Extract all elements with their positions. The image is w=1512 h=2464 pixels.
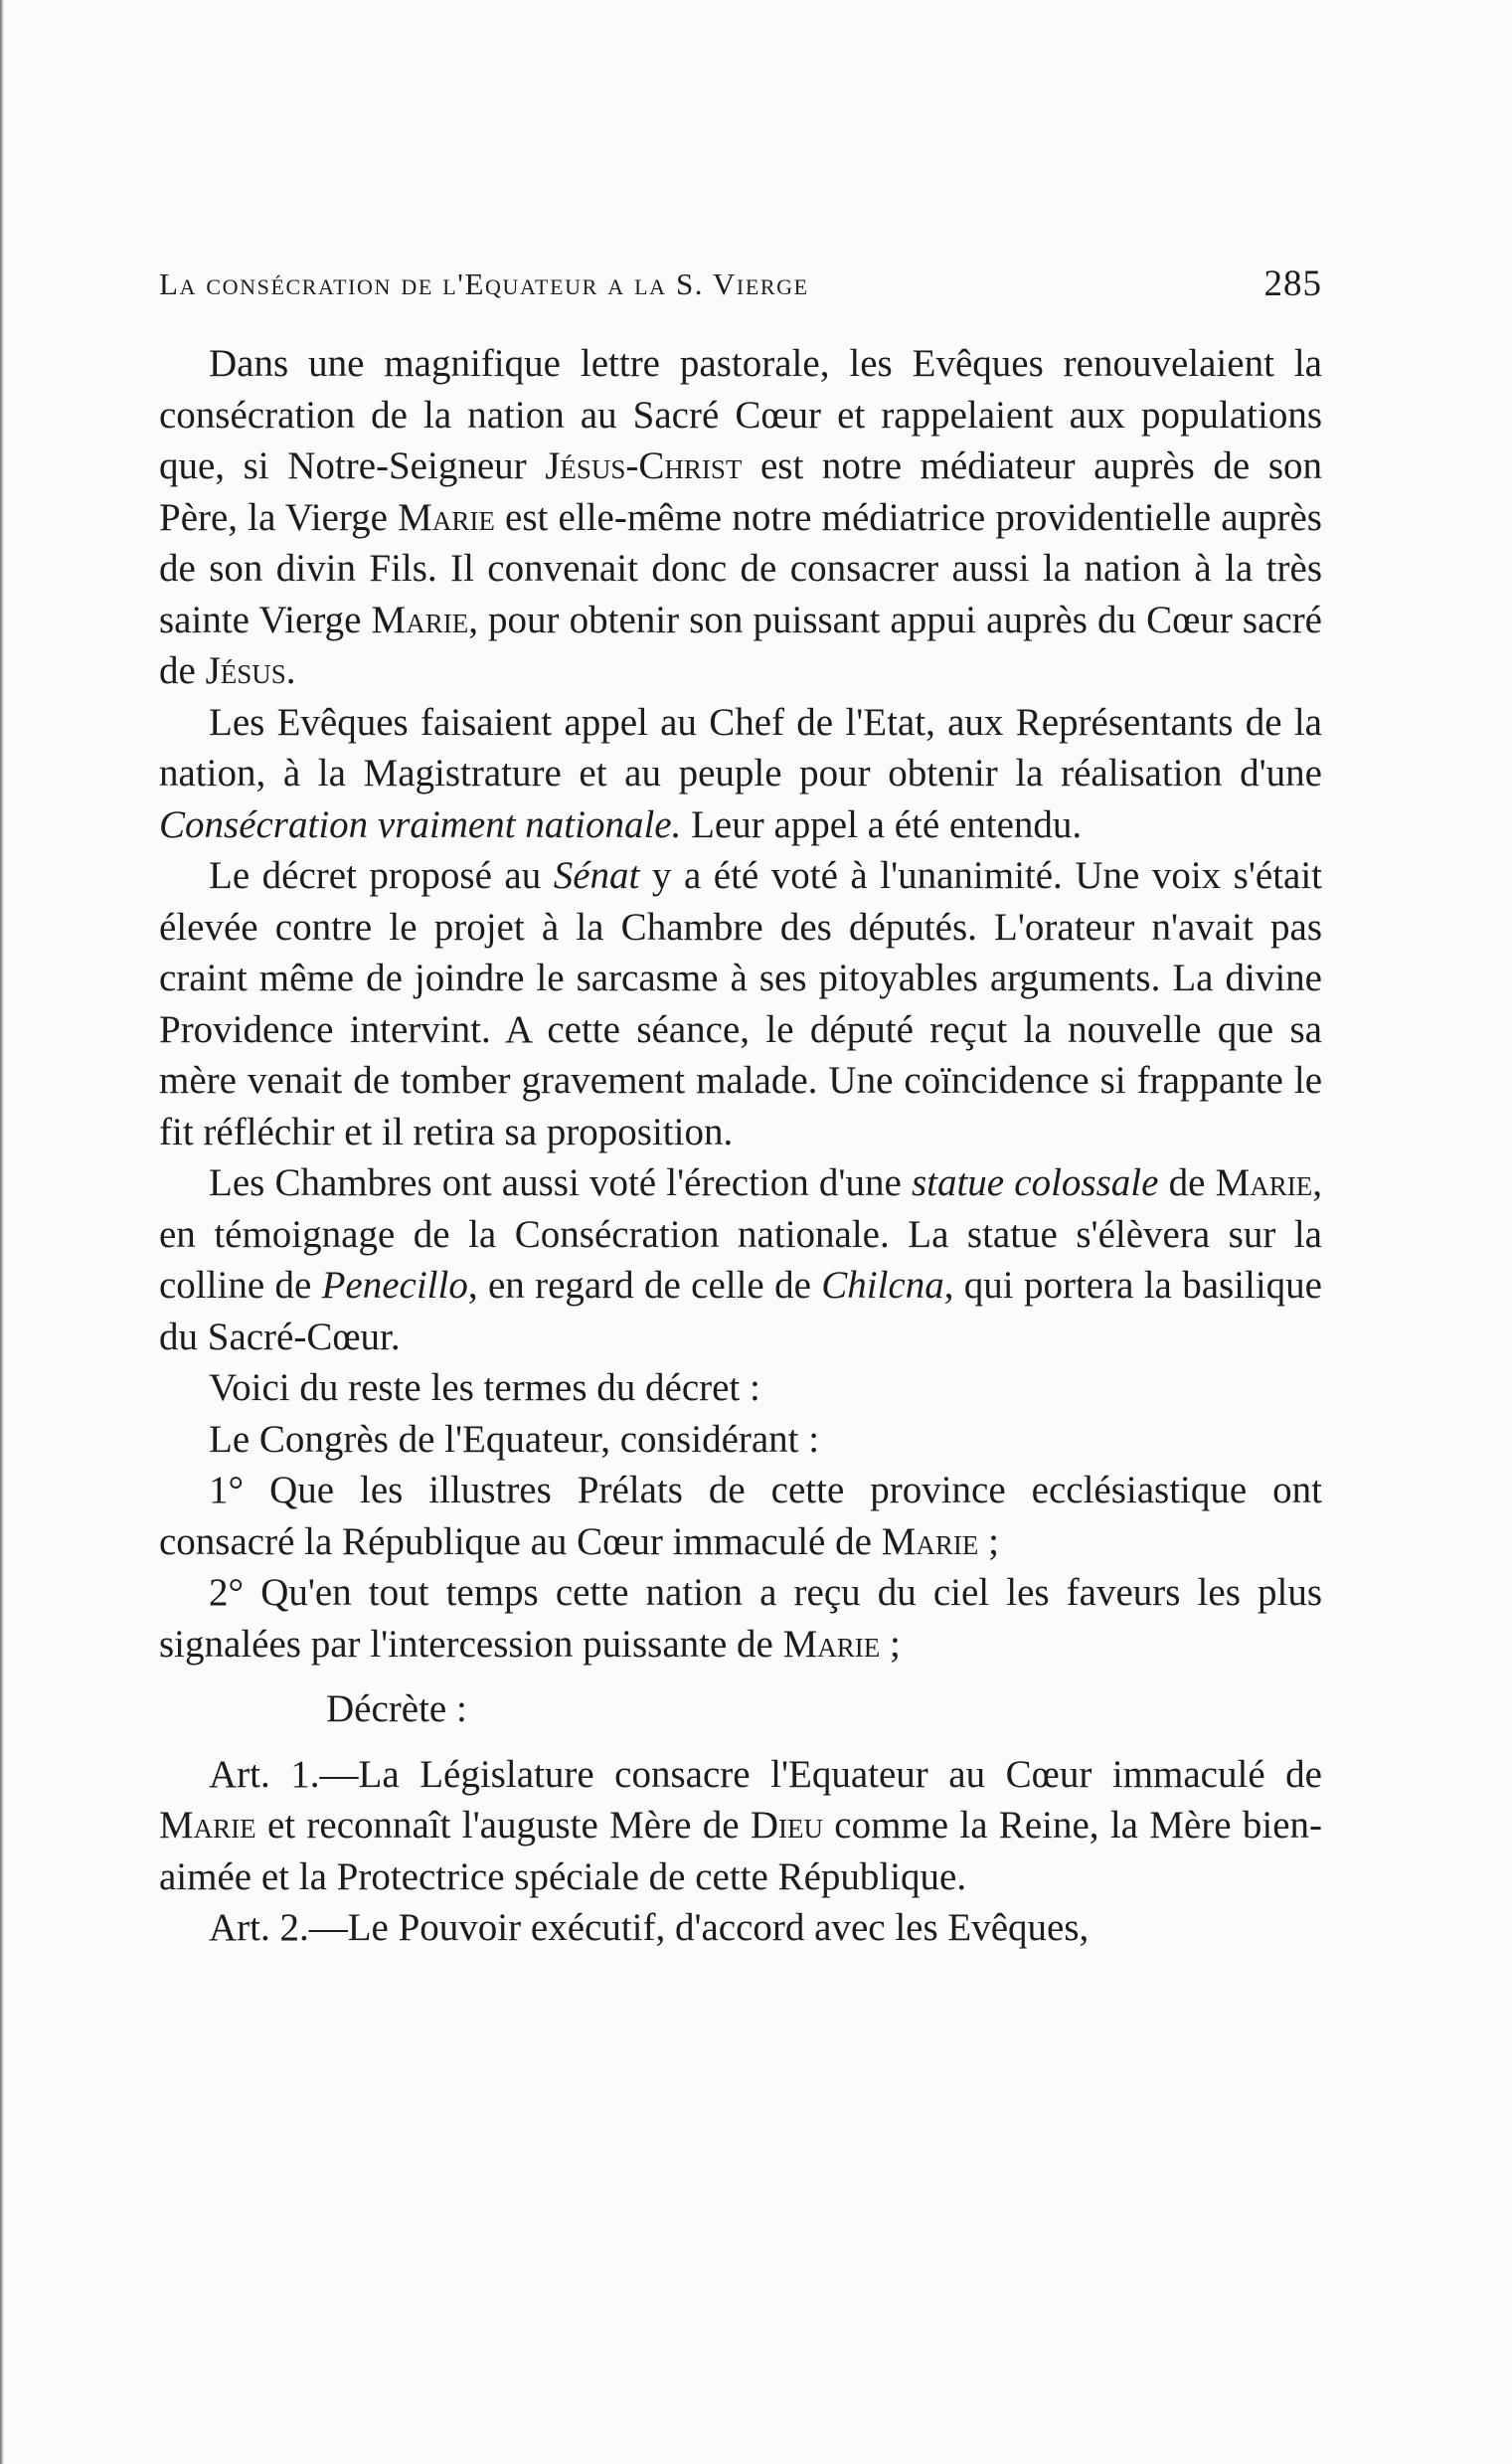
- paragraph-point-1: [159, 1465, 1322, 1567]
- text-run: ;: [978, 1519, 999, 1563]
- name-marie: Marie: [1215, 1161, 1313, 1204]
- text-run: y a été voté à l'unanimité. Une voix s'était élevée contre le projet à la Chambre des députés. L'orateur n'avait pas craint même de joindre le sarcasme à ses pitoyables arguments. La divine Providence intervint. A cette séance, le député reçut la nouvelle que sa mère venait de tomber gravement malade. Une coïncidence si frappante le fit réfléchir et il retira sa proposition.: [159, 854, 1323, 1153]
- name-jesus: Jésus: [205, 649, 286, 692]
- body-text: [159, 338, 1322, 1954]
- text-run: 2° Qu'en tout temps cette nation a reçu du ciel les faveurs les plus signalées par l'intercession puissante de: [159, 1571, 1322, 1666]
- running-head: [159, 266, 1322, 322]
- name-marie: Marie: [881, 1519, 979, 1563]
- decrete-heading: Décrète :: [326, 1687, 467, 1730]
- name-marie: Marie: [371, 598, 469, 641]
- name-marie: Marie: [782, 1622, 881, 1666]
- text-run: est notre médiateur auprès de son Père, la Vierge: [159, 444, 1322, 539]
- text-run: de: [1158, 1161, 1216, 1204]
- paragraph-pastoral-letter: [159, 338, 1322, 697]
- name-marie: Marie: [159, 1804, 256, 1847]
- running-title: La consécration de l'Equateur a la S. Vierge: [159, 266, 809, 301]
- paragraph-considering: Le Congrès de l'Equateur, considérant :: [209, 1417, 820, 1461]
- text-run: , pour obtenir son puissant appui auprès du Cœur sacré de: [159, 598, 1322, 692]
- italic-consecration: Consécration vraiment nationale.: [159, 802, 682, 846]
- page-number: 285: [1263, 264, 1322, 304]
- text-run: Art. 1.—La Législature consacre l'Equateur au Cœur immaculé de: [209, 1752, 1322, 1796]
- text-run: Leur appel a été entendu.: [681, 802, 1083, 846]
- paragraph-appeal: [159, 697, 1322, 851]
- paragraph-decree-intro: Voici du reste les termes du décret :: [209, 1366, 760, 1409]
- text-run: est elle-même notre médiatrice providentielle auprès de son divin Fils. Il convenait donc de consacrer aussi la nation à la très sainte Vierge: [159, 495, 1322, 641]
- italic-statue: statue colossale: [911, 1161, 1159, 1204]
- scan-edge: [0, 0, 4, 2464]
- text-run: Dans une magnifique lettre pastorale, les Evêques renouvelaient la consécration de la nation au Sacré Cœur et rappelaient aux populations que, si Notre-Seigneur: [159, 342, 1322, 487]
- text-run: Les Chambres ont aussi voté l'érection d'une: [209, 1161, 912, 1204]
- paragraph-statue: [159, 1157, 1322, 1362]
- paragraph-article-1: [159, 1749, 1322, 1903]
- text-run: comme la Reine, la Mère bien-aimée et la Protectrice spéciale de cette République.: [159, 1804, 1322, 1898]
- text-run: Les Evêques faisaient appel au Chef de l'Etat, aux Représentants de la nation, à la Magistrature et au peuple pour obtenir la réalisation d'une: [159, 700, 1322, 794]
- text-run: , qui portera la basilique du Sacré-Cœur.: [159, 1264, 1322, 1358]
- text-run: 1° Que les illustres Prélats de cette province ecclésiastique ont consacré la République au Cœur immaculé de: [159, 1469, 1322, 1563]
- text-run: Le décret proposé au: [209, 854, 554, 897]
- name-marie: Marie: [398, 495, 495, 539]
- text-run: , en regard de celle de: [467, 1264, 822, 1307]
- text-run: .: [285, 649, 296, 692]
- text-run: , en témoignage de la Consécration nationale. La statue s'élèvera sur la colline de: [159, 1161, 1323, 1307]
- paragraph-article-2: Art. 2.—Le Pouvoir exécutif, d'accord avec les Evêques,: [209, 1906, 1090, 1949]
- italic-senat: Sénat: [553, 854, 640, 897]
- text-run: ;: [880, 1622, 901, 1666]
- text-run: et reconnaît l'auguste Mère de: [255, 1804, 751, 1847]
- paragraph-point-2: [159, 1567, 1322, 1670]
- paragraph-decree-vote: [159, 850, 1322, 1157]
- name-jesus-christ: Jésus-Christ: [545, 444, 743, 487]
- name-dieu: Dieu: [750, 1804, 823, 1847]
- italic-penecillo: Penecillo: [321, 1264, 468, 1307]
- italic-chilcna: Chilcna: [821, 1264, 944, 1307]
